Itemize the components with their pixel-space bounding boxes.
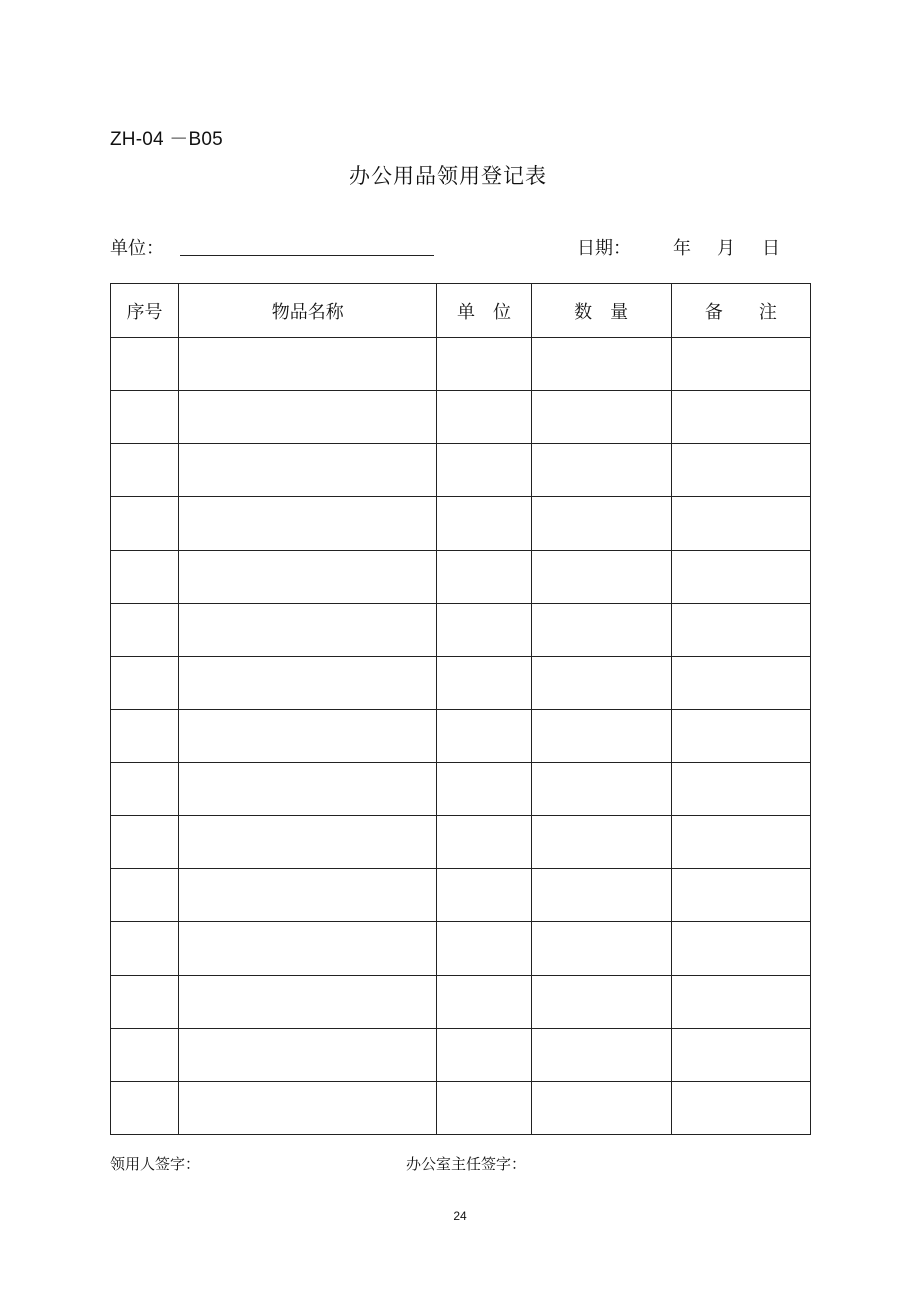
table-row bbox=[111, 709, 811, 762]
cell-unit[interactable] bbox=[437, 497, 531, 550]
cell-remarks[interactable] bbox=[671, 550, 810, 603]
page-number: 24 bbox=[453, 1209, 467, 1223]
cell-item-name[interactable] bbox=[179, 709, 437, 762]
table-row bbox=[111, 1028, 811, 1081]
cell-unit[interactable] bbox=[437, 1028, 531, 1081]
unit-label: 单位： bbox=[110, 238, 164, 259]
cell-serial-number[interactable] bbox=[111, 709, 179, 762]
cell-serial-number[interactable] bbox=[111, 444, 179, 497]
cell-quantity[interactable] bbox=[531, 869, 671, 922]
cell-remarks[interactable] bbox=[671, 922, 810, 975]
table-row bbox=[111, 869, 811, 922]
header-serial-number: 序号 bbox=[111, 284, 179, 338]
cell-item-name[interactable] bbox=[179, 869, 437, 922]
cell-quantity[interactable] bbox=[531, 1028, 671, 1081]
cell-quantity[interactable] bbox=[531, 603, 671, 656]
cell-item-name[interactable] bbox=[179, 338, 437, 391]
cell-item-name[interactable] bbox=[179, 816, 437, 869]
cell-serial-number[interactable] bbox=[111, 1081, 179, 1134]
cell-quantity[interactable] bbox=[531, 975, 671, 1028]
cell-unit[interactable] bbox=[437, 816, 531, 869]
cell-quantity[interactable] bbox=[531, 338, 671, 391]
cell-item-name[interactable] bbox=[179, 550, 437, 603]
header-quantity: 数 量 bbox=[531, 284, 671, 338]
cell-serial-number[interactable] bbox=[111, 922, 179, 975]
cell-quantity[interactable] bbox=[531, 1081, 671, 1134]
cell-serial-number[interactable] bbox=[111, 497, 179, 550]
date-label: 日期： bbox=[577, 238, 631, 259]
table-row bbox=[111, 816, 811, 869]
cell-item-name[interactable] bbox=[179, 444, 437, 497]
cell-item-name[interactable] bbox=[179, 603, 437, 656]
cell-item-name[interactable] bbox=[179, 922, 437, 975]
cell-unit[interactable] bbox=[437, 922, 531, 975]
cell-item-name[interactable] bbox=[179, 1081, 437, 1134]
header-item-name: 物品名称 bbox=[179, 284, 437, 338]
table-row bbox=[111, 391, 811, 444]
cell-quantity[interactable] bbox=[531, 816, 671, 869]
cell-serial-number[interactable] bbox=[111, 975, 179, 1028]
table-body bbox=[111, 338, 811, 1135]
header-unit: 单 位 bbox=[437, 284, 531, 338]
cell-unit[interactable] bbox=[437, 338, 531, 391]
table-row bbox=[111, 444, 811, 497]
cell-remarks[interactable] bbox=[671, 1081, 810, 1134]
cell-item-name[interactable] bbox=[179, 1028, 437, 1081]
table-header-row bbox=[111, 284, 811, 338]
date-year-label: 年 bbox=[673, 238, 691, 259]
cell-unit[interactable] bbox=[437, 869, 531, 922]
cell-unit[interactable] bbox=[437, 709, 531, 762]
table-row bbox=[111, 497, 811, 550]
cell-remarks[interactable] bbox=[671, 869, 810, 922]
cell-item-name[interactable] bbox=[179, 391, 437, 444]
header-remarks: 备 注 bbox=[671, 284, 810, 338]
cell-remarks[interactable] bbox=[671, 338, 810, 391]
table-row bbox=[111, 550, 811, 603]
registration-table bbox=[110, 283, 811, 1135]
cell-serial-number[interactable] bbox=[111, 391, 179, 444]
cell-item-name[interactable] bbox=[179, 975, 437, 1028]
cell-unit[interactable] bbox=[437, 391, 531, 444]
director-signature-label: 办公室主任签字： bbox=[406, 1155, 527, 1173]
cell-remarks[interactable] bbox=[671, 816, 810, 869]
table-row bbox=[111, 922, 811, 975]
cell-quantity[interactable] bbox=[531, 444, 671, 497]
cell-unit[interactable] bbox=[437, 550, 531, 603]
cell-remarks[interactable] bbox=[671, 497, 810, 550]
cell-quantity[interactable] bbox=[531, 391, 671, 444]
cell-serial-number[interactable] bbox=[111, 603, 179, 656]
cell-quantity[interactable] bbox=[531, 550, 671, 603]
unit-fill-line[interactable] bbox=[180, 255, 434, 256]
cell-remarks[interactable] bbox=[671, 656, 810, 709]
cell-quantity[interactable] bbox=[531, 763, 671, 816]
cell-quantity[interactable] bbox=[531, 922, 671, 975]
cell-remarks[interactable] bbox=[671, 444, 810, 497]
table-row bbox=[111, 603, 811, 656]
cell-remarks[interactable] bbox=[671, 763, 810, 816]
cell-remarks[interactable] bbox=[671, 391, 810, 444]
cell-remarks[interactable] bbox=[671, 603, 810, 656]
cell-serial-number[interactable] bbox=[111, 763, 179, 816]
cell-unit[interactable] bbox=[437, 1081, 531, 1134]
cell-quantity[interactable] bbox=[531, 497, 671, 550]
cell-serial-number[interactable] bbox=[111, 550, 179, 603]
cell-item-name[interactable] bbox=[179, 763, 437, 816]
cell-quantity[interactable] bbox=[531, 709, 671, 762]
cell-serial-number[interactable] bbox=[111, 869, 179, 922]
date-month-label: 月 bbox=[717, 238, 735, 259]
cell-item-name[interactable] bbox=[179, 656, 437, 709]
cell-serial-number[interactable] bbox=[111, 656, 179, 709]
cell-serial-number[interactable] bbox=[111, 338, 179, 391]
cell-unit[interactable] bbox=[437, 603, 531, 656]
cell-quantity[interactable] bbox=[531, 656, 671, 709]
cell-remarks[interactable] bbox=[671, 709, 810, 762]
cell-remarks[interactable] bbox=[671, 975, 810, 1028]
cell-unit[interactable] bbox=[437, 656, 531, 709]
cell-remarks[interactable] bbox=[671, 1028, 810, 1081]
document-code: ZH-04 －B05 bbox=[110, 129, 223, 150]
receiver-signature-label: 领用人签字： bbox=[110, 1155, 201, 1173]
date-day-label: 日 bbox=[762, 238, 780, 259]
cell-unit[interactable] bbox=[437, 444, 531, 497]
table-row bbox=[111, 763, 811, 816]
table-row bbox=[111, 338, 811, 391]
cell-item-name[interactable] bbox=[179, 497, 437, 550]
document-title: 办公用品领用登记表 bbox=[349, 164, 547, 188]
cell-serial-number[interactable] bbox=[111, 816, 179, 869]
table-row bbox=[111, 656, 811, 709]
cell-serial-number[interactable] bbox=[111, 1028, 179, 1081]
table-row bbox=[111, 1081, 811, 1134]
cell-unit[interactable] bbox=[437, 975, 531, 1028]
table-row bbox=[111, 975, 811, 1028]
cell-unit[interactable] bbox=[437, 763, 531, 816]
